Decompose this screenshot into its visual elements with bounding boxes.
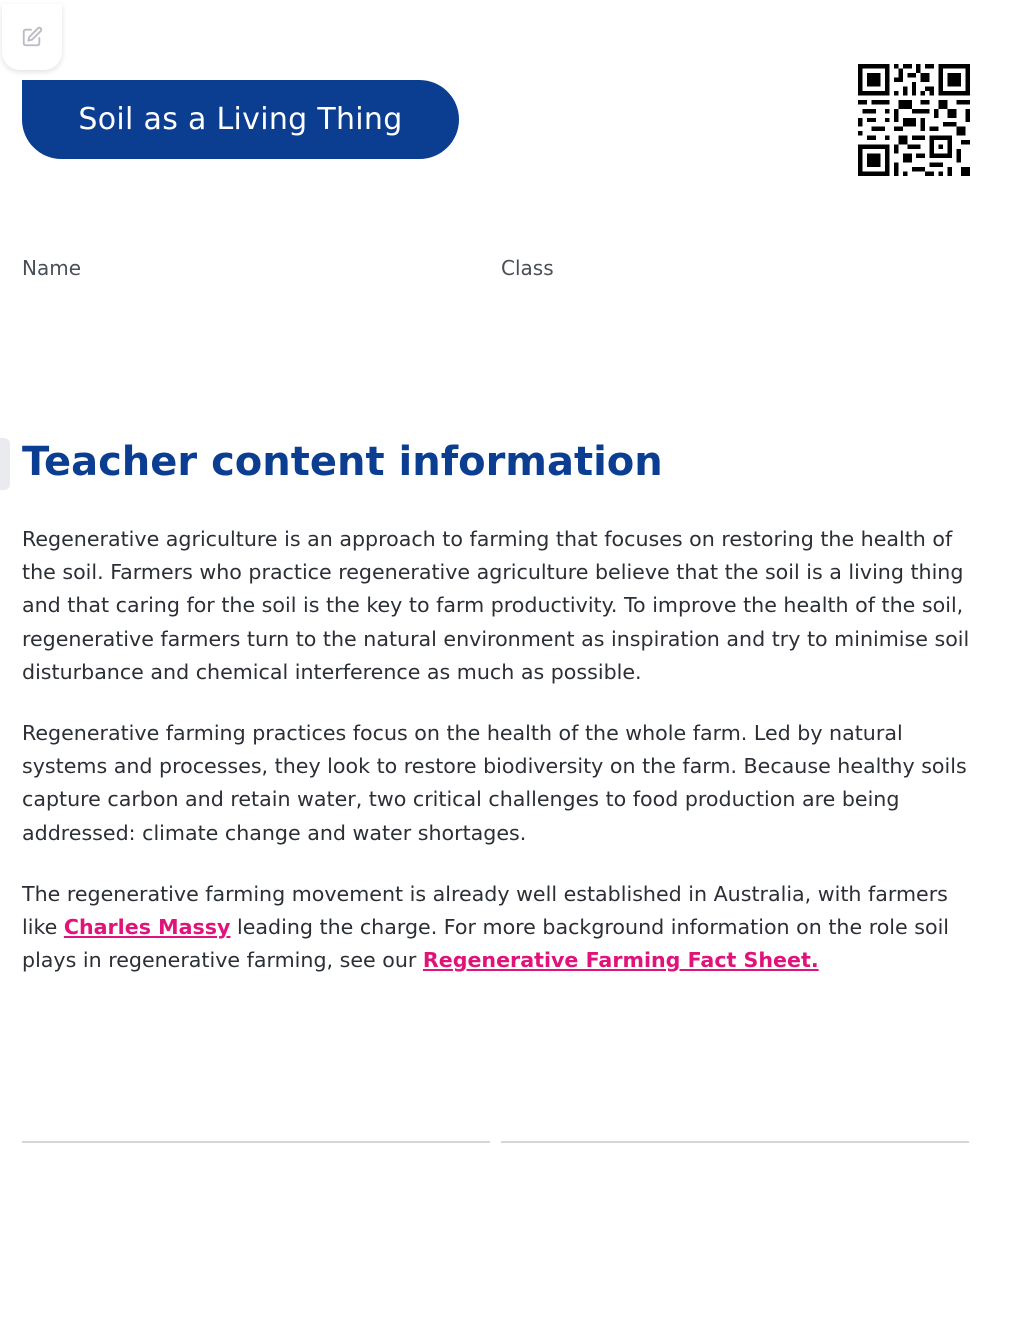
divider-left [22, 1141, 490, 1143]
worksheet-title-text: Soil as a Living Thing [78, 102, 403, 137]
class-field-label: Class [501, 256, 554, 280]
paragraph-3-text-a: The regenerative farming movement is already well established in Australia, with farmers like [22, 881, 948, 940]
divider-right [501, 1141, 969, 1143]
paragraph-1: Regenerative agriculture is an approach to farming that focuses on restoring the health of the soil. Farmers who practice regenerative agriculture believe that the soil is a living thing and that caring for the soil is the key to farm productivity. To improve the health of the soil, regenerative farmers turn to the natural environment as inspiration and try to minimise soil disturbance and chemical interference as much as possible. [22, 527, 970, 684]
section-heading: Teacher content information [22, 439, 663, 485]
paragraph-3-text-b: leading the charge. For more background information on the role soil plays in regenerative farming, see our [22, 915, 950, 973]
fact-sheet-link[interactable]: Regenerative Farming Fact Sheet. [422, 948, 819, 973]
charles-massy-link[interactable]: Charles Massy [63, 915, 231, 940]
qr-code-icon [858, 64, 970, 176]
edit-button[interactable] [2, 4, 62, 70]
paragraph-3 [22, 878, 970, 978]
paragraph-2: Regenerative farming practices focus on the health of the whole farm. Led by natural systems and processes, they look to restore biodiversity on the farm. Because healthy soils capture carbon and retain water, two critical challenges to food production are being addressed: climate change and water shortages. [22, 721, 967, 845]
worksheet-title [22, 80, 459, 159]
teacher-content-body [22, 523, 970, 1005]
section-side-marker [0, 438, 10, 490]
edit-icon [21, 26, 43, 48]
name-field-label: Name [22, 256, 82, 280]
